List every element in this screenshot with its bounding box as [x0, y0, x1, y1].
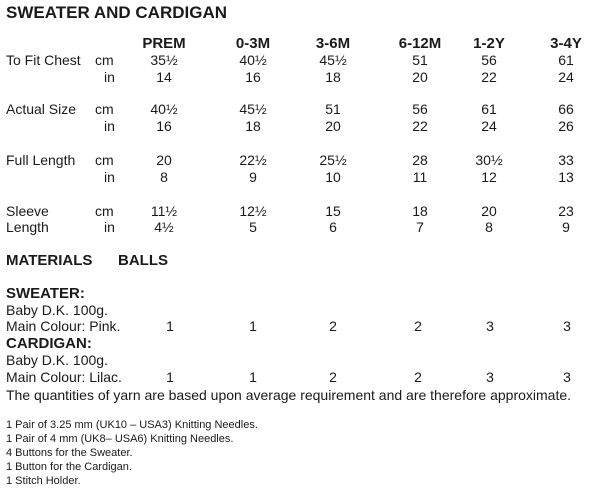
- unit-label: in: [104, 118, 115, 134]
- yarn-quantity-note: The quantities of yarn are based upon average requirement and are therefore approximate.: [6, 387, 572, 403]
- cardigan-yarn: Baby D.K. 100g.: [6, 352, 108, 368]
- list-item: 1 Button for the Cardigan.: [6, 461, 132, 473]
- table-cell: 61: [481, 101, 497, 117]
- list-item: 1 Pair of 3.25 mm (UK10 – USA3) Knitting Needles.: [6, 419, 258, 431]
- table-cell: 30½: [475, 152, 503, 168]
- table-cell: 4½: [154, 219, 174, 235]
- table-cell: 18: [245, 118, 261, 134]
- ball-count: 3: [563, 318, 571, 334]
- unit-label: in: [104, 169, 115, 185]
- table-cell: 11: [412, 169, 428, 185]
- measurement-label: Actual Size: [6, 101, 77, 117]
- size-header: 1-2Y: [473, 35, 505, 52]
- table-cell: 33: [558, 152, 574, 168]
- unit-label: cm: [95, 101, 114, 117]
- table-cell: 24: [558, 69, 574, 85]
- table-cell: 5: [249, 219, 257, 235]
- measurement-label: To Fit Chest: [6, 52, 81, 68]
- sweater-colour: Main Colour: Pink.: [6, 318, 121, 334]
- measurement-label: Length: [6, 219, 49, 235]
- size-header: PREM: [142, 35, 186, 52]
- ball-count: 2: [329, 318, 337, 334]
- table-cell: 22: [481, 69, 497, 85]
- measurement-label: Full Length: [6, 152, 76, 168]
- size-header: 6-12M: [398, 35, 442, 52]
- table-cell: 23: [558, 203, 574, 219]
- table-cell: 61: [558, 52, 574, 68]
- size-header: 3-6M: [315, 35, 351, 52]
- table-cell: 51: [412, 52, 428, 68]
- ball-count: 2: [329, 369, 337, 385]
- table-cell: 8: [485, 219, 493, 235]
- table-cell: 51: [325, 101, 341, 117]
- table-cell: 10: [325, 169, 341, 185]
- measurement-label: Sleeve: [6, 203, 49, 219]
- table-cell: 18: [325, 69, 341, 85]
- list-item: 1 Pair of 4 mm (UK8– USA6) Knitting Needles.: [6, 433, 234, 445]
- table-cell: 16: [156, 118, 172, 134]
- table-cell: 13: [558, 169, 574, 185]
- table-cell: 14: [156, 69, 172, 85]
- table-cell: 9: [562, 219, 570, 235]
- materials-heading: MATERIALS: [6, 252, 93, 269]
- table-cell: 20: [481, 203, 497, 219]
- table-cell: 40½: [239, 52, 267, 68]
- table-cell: 20: [412, 69, 428, 85]
- table-cell: 18: [412, 203, 428, 219]
- unit-label: cm: [95, 52, 114, 68]
- table-cell: 12½: [239, 203, 267, 219]
- table-cell: 25½: [319, 152, 347, 168]
- ball-count: 3: [486, 318, 494, 334]
- unit-label: cm: [95, 152, 114, 168]
- table-cell: 9: [249, 169, 257, 185]
- ball-count: 1: [166, 318, 174, 334]
- size-header: 3-4Y: [550, 35, 582, 52]
- sweater-yarn: Baby D.K. 100g.: [6, 302, 108, 318]
- table-cell: 6: [329, 219, 337, 235]
- table-cell: 24: [481, 118, 497, 134]
- ball-count: 3: [486, 369, 494, 385]
- unit-label: in: [104, 219, 115, 235]
- ball-count: 1: [249, 318, 257, 334]
- table-cell: 12: [481, 169, 497, 185]
- size-header: 0-3M: [235, 35, 271, 52]
- table-cell: 40½: [150, 101, 178, 117]
- table-cell: 56: [412, 101, 428, 117]
- table-cell: 66: [558, 101, 574, 117]
- unit-label: in: [104, 69, 115, 85]
- table-cell: 45½: [319, 52, 347, 68]
- table-cell: 20: [156, 152, 172, 168]
- table-cell: 22½: [239, 152, 267, 168]
- table-cell: 35½: [150, 52, 178, 68]
- table-cell: 56: [481, 52, 497, 68]
- sweater-heading: SWEATER:: [6, 285, 85, 302]
- table-cell: 45½: [239, 101, 267, 117]
- cardigan-colour: Main Colour: Lilac.: [6, 369, 122, 385]
- page-title: SWEATER AND CARDIGAN: [6, 3, 227, 22]
- unit-label: cm: [95, 203, 114, 219]
- table-cell: 28: [412, 152, 428, 168]
- ball-count: 2: [414, 369, 422, 385]
- table-cell: 16: [245, 69, 261, 85]
- balls-heading: BALLS: [118, 252, 168, 269]
- table-cell: 15: [325, 203, 341, 219]
- list-item: 4 Buttons for the Sweater.: [6, 447, 133, 459]
- ball-count: 1: [249, 369, 257, 385]
- table-cell: 20: [325, 118, 341, 134]
- cardigan-heading: CARDIGAN:: [6, 335, 92, 352]
- ball-count: 1: [166, 369, 174, 385]
- table-cell: 7: [416, 219, 424, 235]
- table-cell: 8: [160, 169, 168, 185]
- table-cell: 11½: [150, 203, 178, 219]
- ball-count: 2: [414, 318, 422, 334]
- table-cell: 22: [412, 118, 428, 134]
- list-item: 1 Stitch Holder.: [6, 475, 81, 487]
- ball-count: 3: [563, 369, 571, 385]
- table-cell: 26: [558, 118, 574, 134]
